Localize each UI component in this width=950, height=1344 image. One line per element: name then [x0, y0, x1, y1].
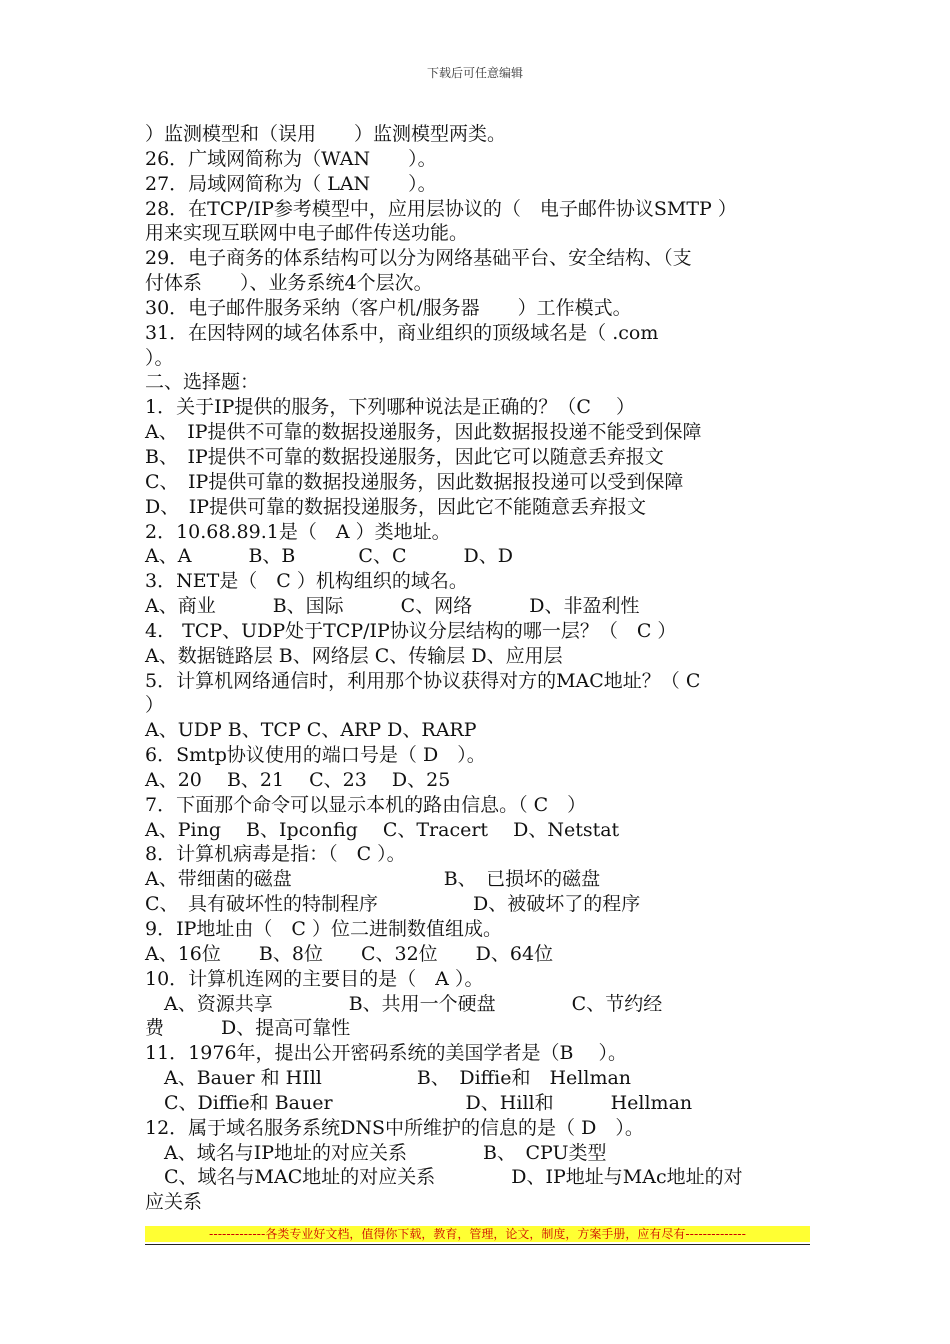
text-line: 30．电子邮件服务采纳（客户机/服务器 ）工作模式。 — [145, 296, 632, 319]
text-line: 2．10.68.89.1是（ A ）类地址。 — [145, 520, 451, 543]
text-line: A、带细菌的磁盘 B、 已损坏的磁盘 — [145, 868, 601, 891]
document-body — [145, 122, 810, 1215]
text-line: C、 IP提供可靠的数据投递服务，因此数据报投递可以受到保障 — [145, 470, 684, 493]
text-line: 10．计算机连网的主要目的是（ A ）。 — [145, 967, 484, 990]
text-line: 1．关于IP提供的服务，下列哪种说法是正确的？（C ） — [145, 396, 635, 419]
text-line: 用来实现互联网中电子邮件传送功能。 — [145, 222, 469, 245]
text-line: 7．下面那个命令可以显示本机的路由信息。（ C ） — [145, 793, 587, 816]
text-line: 3．NET是（ C ）机构组织的域名。 — [145, 570, 468, 593]
text-line: B、 IP提供不可靠的数据投递服务，因此它可以随意丢弃报文 — [145, 445, 664, 468]
text-line: 付体系 ）、业务系统4个层次。 — [145, 272, 433, 295]
page-header: 下载后可任意编辑 — [426, 66, 523, 80]
text-line: A、域名与IP地址的对应关系 B、 CPU类型 — [145, 1141, 607, 1164]
text-line: 27．局域网简称为（ LAN ）。 — [145, 172, 437, 195]
text-line: 31．在因特网的域名体系中，商业组织的顶级域名是（ .com — [145, 321, 659, 344]
text-line: 29．电子商务的体系结构可以分为网络基础平台、安全结构、（支 — [145, 247, 692, 270]
footer-banner: -------------各类专业好文档，值得你下载，教育，管理，论文，制度，方案手册，应有尽有-------------- — [145, 1226, 810, 1242]
text-line: 6．Smtp协议使用的端口号是（ D ）。 — [145, 744, 486, 767]
text-line: 12．属于域名服务系统DNS中所维护的信息的是（ D ）。 — [145, 1116, 644, 1139]
text-line: ）。 — [145, 346, 174, 369]
text-line: 应关系 — [145, 1191, 203, 1214]
text-line: A、商业 B、国际 C、网络 D、非盈利性 — [145, 595, 640, 618]
text-line: D、 IP提供可靠的数据投递服务，因此它不能随意丢弃报文 — [145, 495, 647, 518]
text-line: C、 具有破坏性的特制程序 D、被破坏了的程序 — [145, 893, 641, 916]
text-line: A、资源共享 B、共用一个硬盘 C、节约经 — [145, 992, 663, 1015]
text-line: 28．在TCP/IP参考模型中，应用层协议的（ 电子邮件协议SMTP ） — [145, 197, 737, 220]
text-line: ） — [145, 694, 165, 717]
text-line: A、16位 B、8位 C、32位 D、64位 — [145, 942, 554, 965]
text-line: A、20 B、21 C、23 D、25 — [145, 768, 451, 791]
text-line: 4. TCP、UDP处于TCP/IP协议分层结构的哪一层？（ C ） — [145, 619, 677, 642]
text-line: 8．计算机病毒是指：（ C ）。 — [145, 843, 406, 866]
text-line: 二、选择题： — [145, 371, 260, 394]
text-line: 5．计算机网络通信时，利用那个协议获得对方的MAC地址？（ C — [145, 669, 701, 692]
text-line: ）监测模型和（误用 ）监测模型两类。 — [145, 123, 507, 145]
text-line: A、Bauer 和 HIll B、 Diffie和 Hellman — [145, 1067, 632, 1090]
text-line: C、Diffie和 Bauer D、Hill和 Hellman — [145, 1091, 693, 1114]
text-line: 9．IP地址由（ C ）位二进制数值组成。 — [145, 918, 502, 940]
text-line: 11．1976年，提出公开密码系统的美国学者是（B ）。 — [145, 1042, 628, 1065]
footer-divider — [145, 1244, 810, 1245]
text-line: A、Ping B、Ipconfig C、Tracert D、Netstat — [145, 818, 620, 841]
text-line: C、域名与MAC地址的对应关系 D、IP地址与MAc地址的对 — [145, 1166, 743, 1189]
text-line: A、UDP B、TCP C、ARP D、RARP — [145, 719, 477, 742]
text-line: A、 IP提供不可靠的数据投递服务，因此数据报投递不能受到保障 — [145, 421, 702, 444]
text-line: 26．广域网简称为（WAN ）。 — [145, 147, 437, 170]
text-line: 费 D、提高可靠性 — [145, 1017, 351, 1040]
text-line: A、A B、B C、C D、D — [145, 545, 513, 568]
text-line: A、数据链路层 B、网络层 C、传输层 D、应用层 — [145, 644, 563, 667]
